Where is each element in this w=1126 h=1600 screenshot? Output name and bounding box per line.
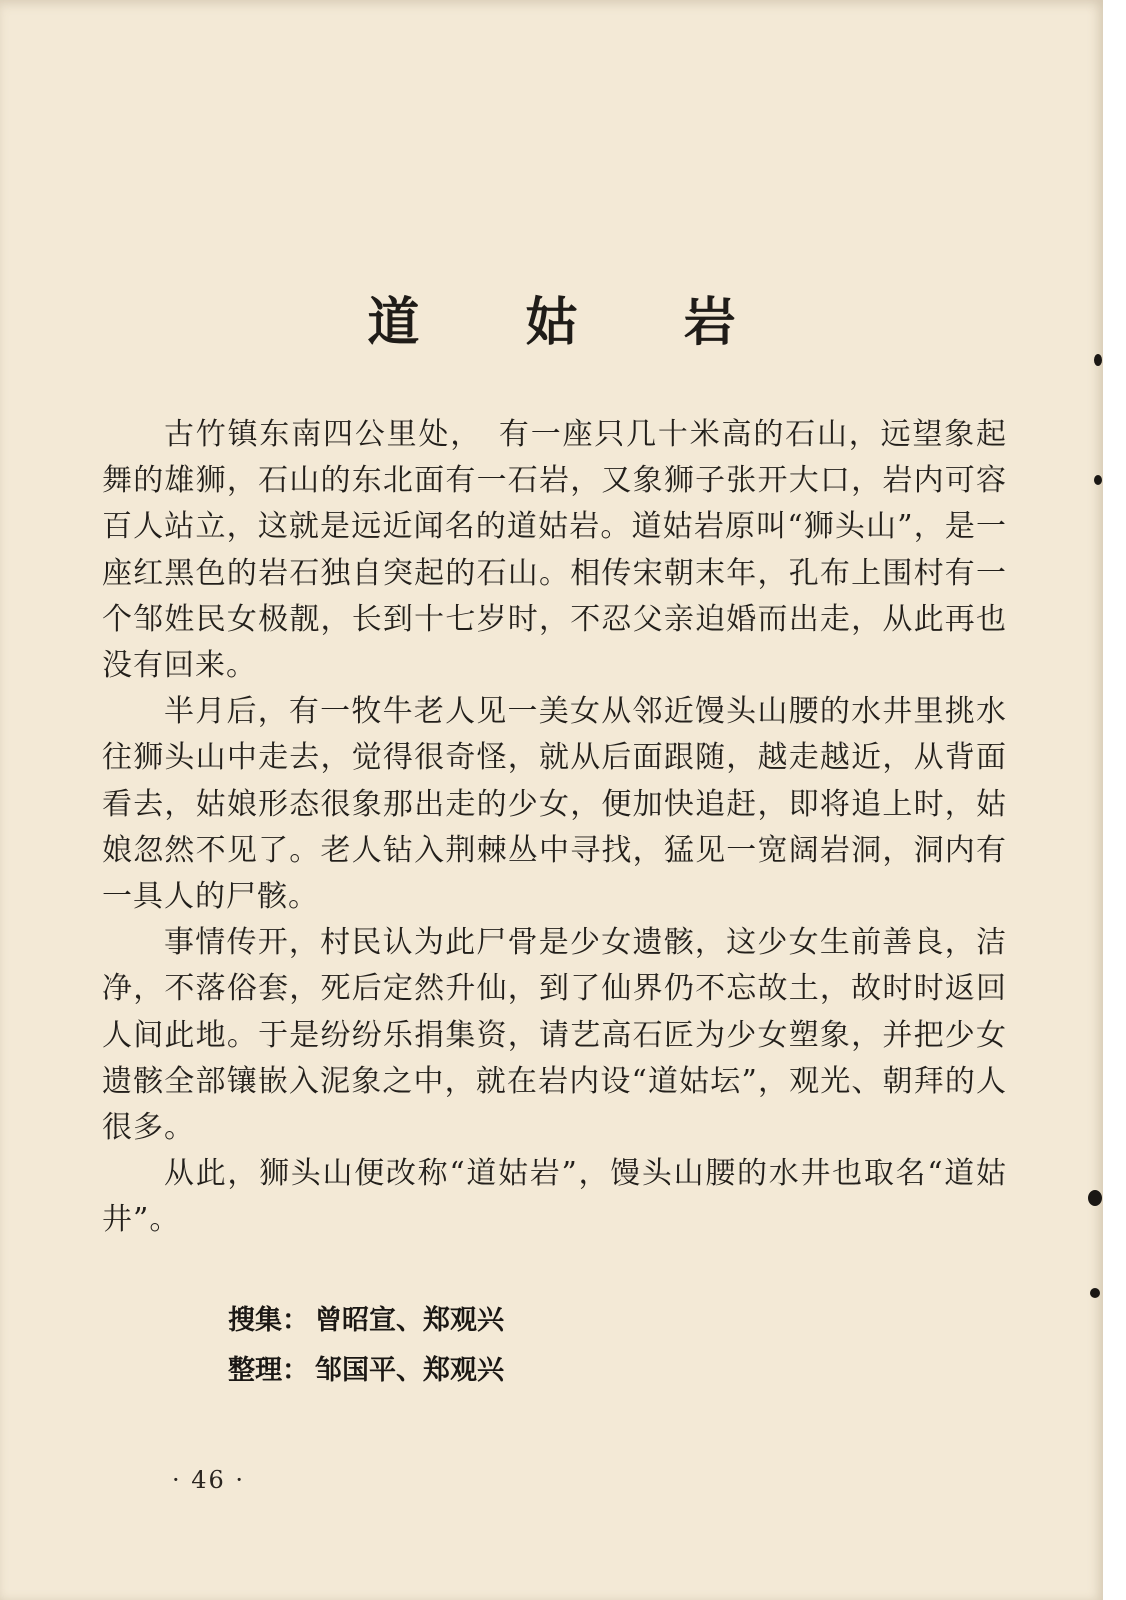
credit-label: 搜集： [228,1305,309,1336]
credit-compiled [228,1346,504,1396]
binding-hole-mark [1090,1288,1100,1298]
document-title: 道 姑 岩 [367,292,780,353]
scan-margin [1103,0,1126,1600]
binding-hole-mark [1088,1190,1102,1206]
paragraph-1: 古竹镇东南四公里处， 有一座只几十米高的石山，远望象起舞的雄狮，石山的东北面有一石岩，又象狮子张开大口，岩内可容百人站立，这就是远近闻名的道姑岩。道姑岩原叫“狮头山”，是一座红黑色的岩石独自突起的石山。相传宋朝末年，孔布上围村有一个邹姓民女极靓，长到十七岁时，不忍父亲迫婚而出走，从此再也没有回来。 [102,417,1007,684]
credit-names: 曾昭宣、郑观兴 [315,1305,504,1336]
credit-collected [228,1296,504,1346]
document-body [102,412,1007,1244]
binding-hole-mark [1094,475,1102,485]
credits-block [228,1296,504,1396]
credit-names: 邹国平、郑观兴 [315,1355,504,1386]
credit-label: 整理： [228,1355,309,1386]
paragraph-4: 从此，狮头山便改称“道姑岩”，馒头山腰的水井也取名“道姑井”。 [102,1156,1007,1238]
paragraph-2: 半月后，有一牧牛老人见一美女从邻近馒头山腰的水井里挑水往狮头山中走去，觉得很奇怪，就从后面跟随，越走越近，从背面看去，姑娘形态很象那出走的少女，便加快追赶，即将追上时，姑娘忽然不见了。老人钻入荆棘丛中寻找，猛见一宽阔岩洞，洞内有一具人的尸骸。 [102,694,1007,915]
page-number: · 46 · [172,1466,246,1494]
paragraph-3: 事情传开，村民认为此尸骨是少女遗骸，这少女生前善良，洁净，不落俗套，死后定然升仙，到了仙界仍不忘故土，故时时返回人间此地。于是纷纷乐捐集资，请艺高石匠为少女塑象，并把少女遗骸全部镶嵌入泥象之中，就在岩内设“道姑坛”，观光、朝拜的人很多。 [102,925,1007,1146]
binding-hole-mark [1094,354,1102,366]
